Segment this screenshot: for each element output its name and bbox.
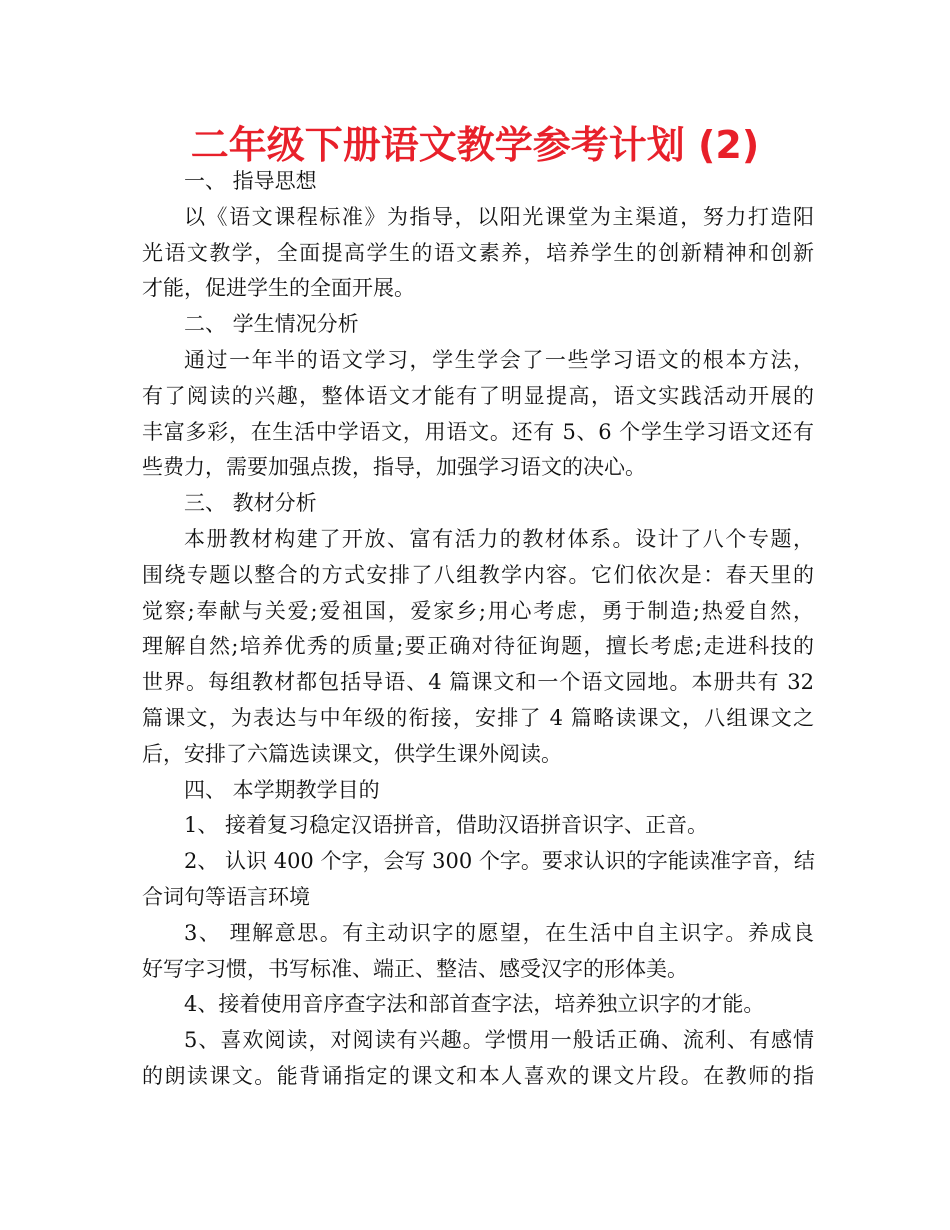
text-line: 世界。每组教材都包括导语、4 篇课文和一个语文园地。本册共有 32 xyxy=(142,670,814,695)
text-line: 有了阅读的兴趣，整体语文才能有了明显提高，语文实践活动开展的 xyxy=(142,383,814,408)
text-line: 2、 认识 400 个字，会写 300 个字。要求认识的字能读准字音，结 xyxy=(184,849,815,874)
text-line: 以《语文课程标准》为指导，以阳光课堂为主渠道，努力打造阳 xyxy=(184,204,814,229)
text-line: 的朗读课文。能背诵指定的课文和本人喜欢的课文片段。在教师的指 xyxy=(142,1063,814,1088)
text-line: 合词句等语言环境 xyxy=(142,884,310,909)
text-line: 丰富多彩，在生活中学语文，用语文。还有 5、6 个学生学习语文还有 xyxy=(142,419,814,444)
text-line: 才能，促进学生的全面开展。 xyxy=(142,276,415,301)
document-body xyxy=(142,164,814,1095)
text-line: 二、 学生情况分析 xyxy=(184,312,359,337)
text-line: 1、 接着复习稳定汉语拼音，借助汉语拼音识字、正音。 xyxy=(184,813,709,838)
text-line: 4、接着使用音序查字法和部首查字法，培养独立识字的才能。 xyxy=(184,992,765,1017)
text-line: 觉察;奉献与关爱;爱祖国，爱家乡;用心考虑，勇于制造;热爱自然， xyxy=(142,598,814,623)
text-line: 理解自然;培养优秀的质量;要正确对待征询题，擅长考虑;走进科技的 xyxy=(142,634,814,659)
text-line: 些费力，需要加强点拨，指导，加强学习语文的决心。 xyxy=(142,455,646,480)
text-line: 5、喜欢阅读，对阅读有兴趣。学惯用一般话正确、流利、有感情 xyxy=(184,1028,814,1053)
text-line: 一、 指导思想 xyxy=(184,169,317,193)
document-title: 二年级下册语文教学参考计划 (2) xyxy=(190,123,760,167)
text-line: 围绕专题以整合的方式安排了八组教学内容。它们依次是：春天里的 xyxy=(142,562,814,587)
text-line: 好写字习惯，书写标准、端正、整洁、感受汉字的形体美。 xyxy=(142,956,688,981)
text-line: 四、 本学期教学目的 xyxy=(184,777,380,802)
text-line: 本册教材构建了开放、富有活力的教材体系。设计了八个专题， xyxy=(184,526,814,551)
text-line: 通过一年半的语文学习，学生学会了一些学习语文的根本方法， xyxy=(184,347,814,372)
text-line: 篇课文，为表达与中年级的衔接，安排了 4 篇略读课文，八组课文之 xyxy=(142,705,814,730)
text-line: 后，安排了六篇选读课文，供学生课外阅读。 xyxy=(142,741,562,766)
text-line: 光语文教学，全面提高学生的语文素养，培养学生的创新精神和创新 xyxy=(142,240,814,265)
text-line: 三、 教材分析 xyxy=(184,491,317,516)
text-line: 3、 理解意思。有主动识字的愿望，在生活中自主识字。养成良 xyxy=(184,920,814,945)
